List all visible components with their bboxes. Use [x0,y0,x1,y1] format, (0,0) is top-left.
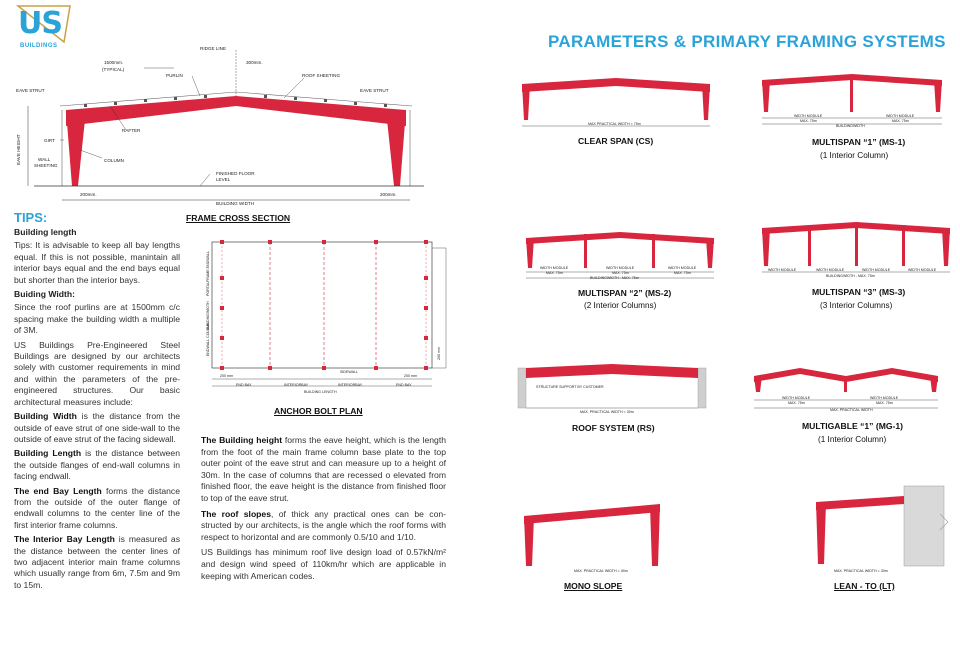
endbay-term: The end Bay Length [14,485,102,496]
building-width-heading: Buiding Width: [14,289,76,300]
length-def: is the distance between the outside flanges of end-wall columns in facing endwall. [14,448,180,482]
plan-label-endwall-column: ENDWALL COLUMN [206,322,210,356]
ms2-dim-0: WIDTH MODULE [540,266,569,270]
height-paragraph [201,435,446,505]
page-title: PARAMETERS & PRIMARY FRAMING SYSTEMS [548,32,946,51]
ms2-dim-3: MAX. 75m [612,271,629,275]
load-paragraph: US Buildings has minimum roof live design load of 0.57kN/m² and design wind speed of 110km/hr which are applicable in keeping with American codes. [201,547,446,581]
label-eave-height: EAVE HEIGHT [16,134,21,165]
mg1-dim-1: MAX. 75m [788,401,805,405]
label-girt: GIRT [44,138,55,143]
label-typical: (TYPICAL) [102,67,125,72]
ms2-caption: MULTISPAN “2” (MS-2) [578,288,672,298]
ms1-subcaption: (1 Interior Column) [820,151,889,160]
slope-paragraph [201,509,446,544]
mg1-dim-0: WIDTH MODULE [782,396,811,400]
label-spacing: 1500mm. [104,60,124,65]
slope-term: The roof slopes [201,508,271,519]
ms2-subcaption: (2 Interior Columns) [584,301,657,310]
label-200mm-left: 200mm. [80,192,97,197]
ms3-dim-3: WIDTH MODULE [908,268,937,272]
width-def: is the distance from the outside of eave strut of one side-wall to the outside of eave strut of the facing sidewall. [14,411,181,444]
ms2-dim-2: WIDTH MODULE [606,266,635,270]
label-eave-strut-left: EAVE STRUT [16,88,45,93]
label-rafter: RAFTER [122,128,141,133]
lean-to-diagram [812,484,960,574]
building-length-text: Tips: It is advisable to keep all bay lengths equal. If this is not possible, manintain all interior bays equal and the end bays equal but shorter than the interior bays. [14,240,180,285]
label-level: LEVEL [216,177,231,182]
cs-dim-0: MAX PRACTICAL WIDTH = 75m [588,122,641,126]
height-term: The Building height [201,435,283,445]
label-sheeting: SHEETING [34,163,58,168]
ms3-dim-1: WIDTH MODULE [816,268,845,272]
anchor-bolt-plan-caption: ANCHOR BOLT PLAN [274,406,363,416]
plan-label-interior-bay-1: INTERIORBAY [284,383,309,387]
plan-label-200mm-vertical: 200 mm [437,347,441,360]
label-eave-strut-right: EAVE STRUT [360,88,389,93]
mono-slope-diagram [520,500,670,570]
logo-subtext: BUILDINGS [20,43,58,49]
mg1-dim-4: MAX. PRACTICAL WIDTH [830,408,873,412]
ms-dim-0: MAX. PRACTICAL WIDTH = 40m [574,569,628,573]
frame-cross-section-caption: FRAME CROSS SECTION [186,213,291,223]
lt-dim-0: MAX. PRACTICAL WIDTH = 30m [834,569,888,573]
label-purlin: PURLIN [166,73,183,78]
ms1-dim-3: MAX. 75m [892,119,909,123]
ms1-diagram [758,70,948,130]
ms3-dim-2: WIDTH MODULE [862,268,891,272]
length-term: Building Length [14,448,82,459]
plan-label-building-length: BUILDING LENGTH [304,390,337,394]
ms1-caption: MULTISPAN “1” (MS-1) [812,137,906,147]
interior-term: The Interior Bay Length [14,534,115,545]
intro-text: US Buildings Pre-Engineered Steel Buildings are designed by our architects solely with customer requirements in mind and within the parameters of the pre-engineered structures. Our basic architectural measures include: [14,339,180,407]
cs-caption: CLEAR SPAN (CS) [578,136,654,146]
mg1-dim-3: MAX. 75m [876,401,893,405]
plan-label-200mm-left: 200 mm [220,374,233,378]
slope-def: , of thick any practical ones can be con-structed by our architects, is the angle which the roof forms with respect to horizontal and are commonly 0.5/10 and 1/10. [201,508,446,542]
ms2-dim-1: MAX. 75m [546,271,563,275]
label-finished-floor: FINISHED FLOOR [216,171,255,176]
ms3-caption: MULTISPAN “3” (MS-3) [812,287,906,297]
label-column: COLUMN [104,158,124,163]
width-definition [14,411,180,445]
ms2-dim-5: MAX. 75m [674,271,691,275]
plan-label-end-bay-right: END BAY [396,383,412,387]
label-ridge-line: RIDGE LINE [200,46,227,51]
ms1-dim-2: WIDTH MODULE [886,114,915,118]
frame-cross-section-drawing [14,40,434,210]
label-200mm-right: 200mm. [380,192,397,197]
rs-caption: ROOF SYSTEM (RS) [572,423,655,433]
endbay-def: forms the distance from the outside of the outer flange of endwall columns to the center line of the first interior frame columns. [14,485,181,530]
plan-label-sidewall: SIDEWALL [340,370,359,374]
tips-column [14,227,180,594]
ms3-subcaption: (3 Interior Columns) [820,301,893,310]
middle-text-column [201,435,446,586]
mg1-dim-2: WIDTH MODULE [870,396,899,400]
plan-label-building-width: BUILDINGWIDTH [206,301,210,330]
interior-definition [14,534,180,591]
ms1-dim-1: MAX. 75m [800,119,817,123]
plan-label-200mm-right: 200 mm [404,374,417,378]
anchor-bolt-plan-drawing [200,236,440,396]
mg1-caption: MULTIGABLE “1” (MG-1) [802,421,904,431]
building-length-heading: Building length [14,227,77,237]
building-width-text: Since the roof purlins are at 1500mm c/c spacing make the building width a multiple of 3M. [14,302,180,336]
length-definition [14,448,180,482]
ms3-dim-4: BUILDINGWIDTH - MAX. 75m [826,274,875,278]
tips-heading: TIPS: [14,210,48,225]
label-300mm: 300mm. [246,60,263,65]
endbay-definition [14,486,180,532]
logo-text: US [18,6,62,41]
ms2-dim-4: WIDTH MODULE [668,266,697,270]
plan-label-interior-bay-2: INTERIORBAY [338,383,363,387]
ms1-dim-4: BUILDINGWIDTH [836,124,865,128]
ms2-dim-6: BUILDINGWIDTH - MAX. 75m [590,276,639,280]
rs-dim-1: MAX. PRACTICAL WIDTH = 30m [580,410,634,414]
ms1-dim-0: WIDTH MODULE [794,114,823,118]
plan-label-portal-endwall: PORTALFRAME ENDWALL [206,251,210,296]
height-def: forms the eave height, which is the length from the foot of the main frame column base plate to the top outer point of the eave strut and can measure up to a height of 30m. In the case of columns that are recessed o elevated from finished floor, the eave height is the distance from finished floor to top of the eave strut. [201,435,446,503]
ms3-dim-0: WIDTH MODULE [768,268,797,272]
width-term: Building Width [14,411,77,422]
interior-def: is measured as the distance between the center lines of two adjacent interior main frame columns which usually range from 6m, 7.5m and 9m to 15m. [14,534,180,590]
lean-to-caption: LEAN - TO (LT) [834,581,895,591]
plan-label-end-bay-left: END BAY [236,383,252,387]
label-wall: WALL [38,157,51,162]
mg1-subcaption: (1 Interior Column) [818,435,887,444]
mono-slope-caption: MONO SLOPE [564,581,623,591]
rs-dim-0: STRUCTURE SUPPORT BY CUSTOMER [536,385,604,389]
label-roof-sheeting: ROOF SHEETING [302,73,341,78]
label-building-width: BUILDING WIDTH [216,201,255,206]
